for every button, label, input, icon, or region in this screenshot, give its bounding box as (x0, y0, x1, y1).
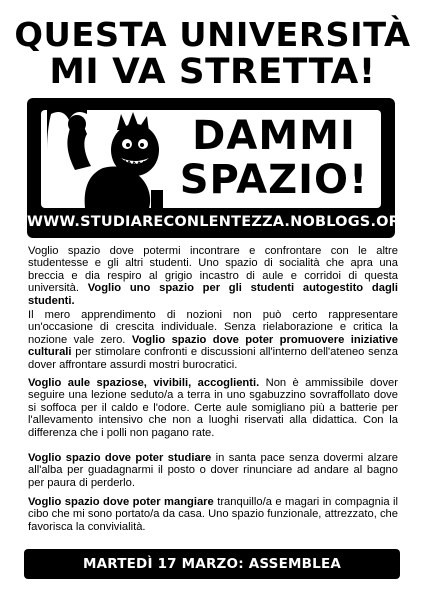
paragraph-4-tail: in santa pace senza dovermi alzare all'alba per guadagnarmi il posto o dover rinunciare ad andare al bagno per paura di perderlo. (28, 452, 398, 489)
paragraph-1 (28, 245, 398, 307)
website-link[interactable]: WWW.STUDIARECONLENTEZZA.NOBLOGS.ORG (27, 214, 413, 230)
paragraph-3-tail: Non è ammissibile dover seguire una lezione seduto/a a terra in uno sgabuzzino sovraffollato dove si soffoca per il caldo e l'odore. Certe aule somigliano più a batterie per l'allevamento intensivo che non a luoghi riservati alla didattica. Con la differenza che i polli non pagano rate. (28, 377, 398, 439)
headline-line-2: MI VA STRETTA! (49, 52, 376, 92)
headline-line-1: QUESTA UNIVERSITÀ (14, 15, 411, 54)
paragraph-4-bold: Voglio spazio dove poter studiare (28, 452, 212, 464)
paragraph-4 (28, 452, 398, 489)
paragraph-1-text: Voglio spazio dove potermi incontrare e confrontare con le altre studentesse e gli altri studenti. Uno spazio di socialità che apra una breccia e dia respiro al grigio incastro di aule e corridoi di questa università. (28, 245, 398, 295)
paragraph-3-bold: Voglio aule spaziose, vivibili, accoglienti. (28, 377, 260, 389)
footer-announcement: MARTEDÌ 17 MARZO: ASSEMBLEA STUDENTESCA! (24, 549, 400, 579)
paragraph-5-tail: tranquillo/a e magari in compagnia il cibo che mi sono portato/a da casa. Uno spazio funzionale, attrezzato, che favorisca la convivialità. (28, 496, 398, 533)
paragraph-5 (28, 496, 398, 533)
paragraph-2 (28, 309, 398, 371)
paragraph-2-bold: Voglio spazio dove poter promuovere iniziative culturali (28, 333, 398, 359)
paragraph-3 (28, 377, 398, 439)
slogan-line-2: SPAZIO! (179, 157, 369, 203)
paragraph-2-text: Il mero apprendimento di nozioni non può certo rappresentare un'occasione di crescita individuale. Senza rielaborazione e critica la nozione vale zero. (28, 309, 398, 346)
paragraph-2-tail: per stimolare confronti e discussioni all'interno dell'ateneo senza dover affrontare assurdi mostri burocratici. (28, 346, 398, 371)
banner (27, 98, 413, 238)
paragraph-5-bold: Voglio spazio dove poter mangiare (28, 496, 214, 508)
paragraph-1-bold: Voglio uno spazio per gli studenti autogestito dagli studenti. (28, 282, 398, 307)
banner-inner (41, 110, 381, 208)
slogan-line-1: DAMMI (192, 113, 356, 159)
monster-illustration (47, 110, 177, 208)
